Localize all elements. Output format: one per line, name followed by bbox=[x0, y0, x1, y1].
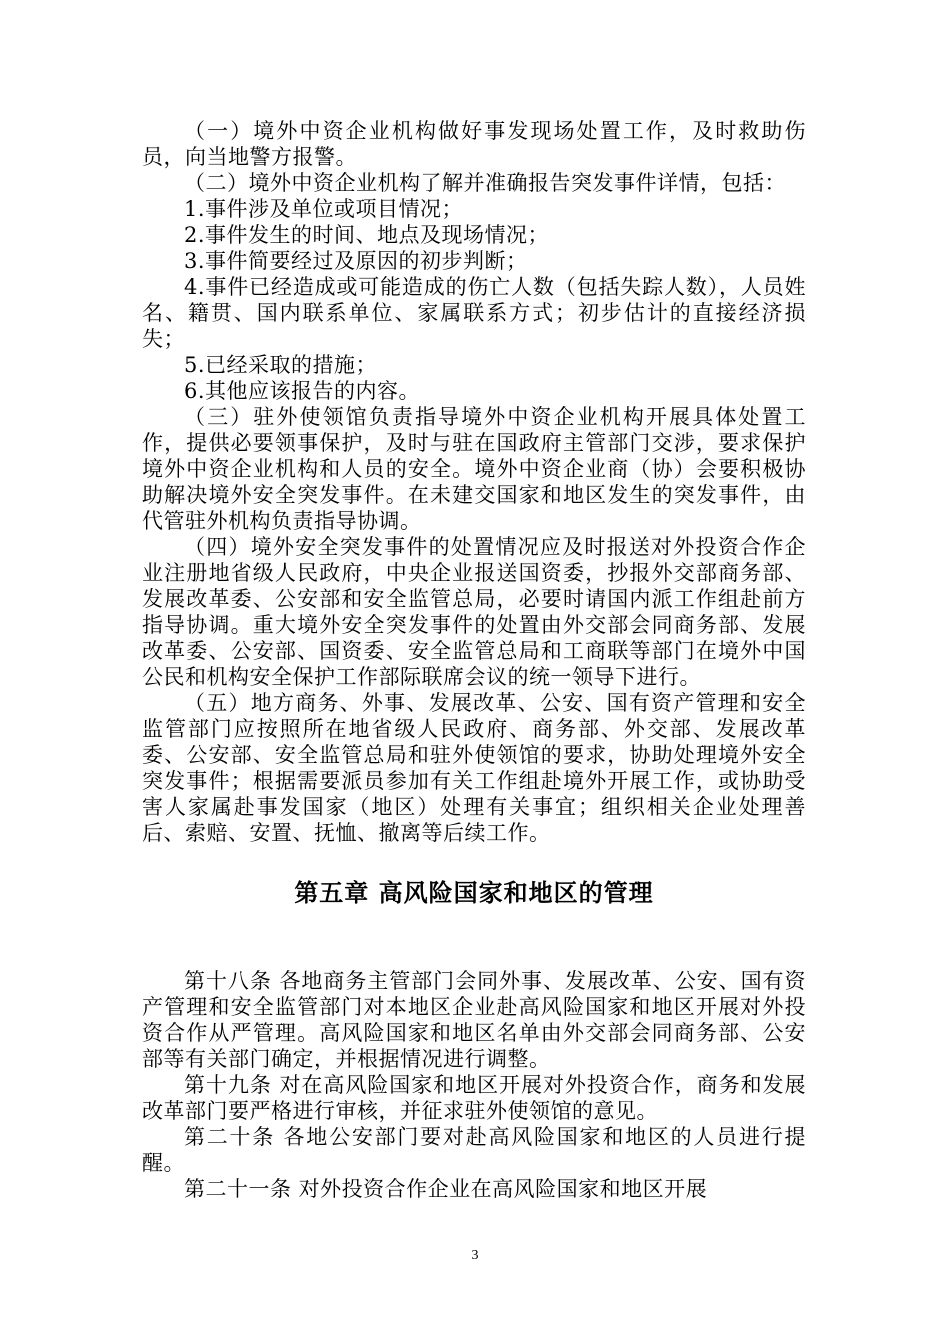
list-item-4: 4.事件已经造成或可能造成的伤亡人数（包括失踪人数），人员姓名、籍贯、国内联系单位、家属联系方式；初步估计的直接经济损失； bbox=[142, 275, 806, 351]
page-number: 3 bbox=[471, 1248, 479, 1263]
article-20: 第二十条 各地公安部门要对赴高风险国家和地区的人员进行提醒。 bbox=[142, 1125, 806, 1175]
article-21: 第二十一条 对外投资合作企业在高风险国家和地区开展 bbox=[184, 1177, 708, 1201]
article-18: 第十八条 各地商务主管部门会同外事、发展改革、公安、国有资产管理和安全监管部门对本地区企业赴高风险国家和地区开展对外投资合作从严管理。高风险国家和地区名单由外交部会同商务部、公安部等有关部门确定，并根据情况进行调整。 bbox=[142, 969, 806, 1071]
list-item-6: 6.其他应该报告的内容。 bbox=[184, 379, 421, 403]
document-page bbox=[142, 118, 806, 1202]
list-item-1: 1.事件涉及单位或项目情况； bbox=[184, 197, 464, 221]
list-item-2: 2.事件发生的时间、地点及现场情况； bbox=[184, 223, 550, 247]
list-item-3: 3.事件简要经过及原因的初步判断； bbox=[184, 249, 528, 273]
article-19: 第十九条 对在高风险国家和地区开展对外投资合作，商务和发展改革部门要严格进行审核，并征求驻外使领馆的意见。 bbox=[142, 1073, 806, 1123]
chapter-title: 第五章 高风险国家和地区的管理 bbox=[294, 879, 654, 907]
paragraph-1: （一）境外中资企业机构做好事发现场处置工作，及时救助伤员，向当地警方报警。 bbox=[142, 119, 806, 169]
paragraph-5: （五）地方商务、外事、发展改革、公安、国有资产管理和安全监管部门应按照所在地省级人民政府、商务部、外交部、发展改革委、公安部、安全监管总局和驻外使领馆的要求，协助处理境外安全突发事件；根据需要派员参加有关工作组赴境外开展工作，或协助受害人家属赴事发国家（地区）处理有关事宜；组织相关企业处理善后、索赔、安置、抚恤、撤离等后续工作。 bbox=[142, 691, 806, 845]
paragraph-4: （四）境外安全突发事件的处置情况应及时报送对外投资合作企业注册地省级人民政府，中央企业报送国资委，抄报外交部商务部、发展改革委、公安部和安全监管总局，必要时请国内派工作组赴前方指导协调。重大境外安全突发事件的处置由外交部会同商务部、发展改革委、公安部、国资委、安全监管总局和工商联等部门在境外中国公民和机构安全保护工作部际联席会议的统一领导下进行。 bbox=[142, 535, 806, 689]
list-item-5: 5.已经采取的措施； bbox=[184, 353, 378, 377]
paragraph-2: （二）境外中资企业机构了解并准确报告突发事件详情，包括： bbox=[184, 171, 786, 195]
paragraph-3: （三）驻外使领馆负责指导境外中资企业机构开展具体处置工作，提供必要领事保护，及时与驻在国政府主管部门交涉，要求保护境外中资企业机构和人员的安全。境外中资企业商（协）会要积极协助解决境外安全突发事件。在未建交国家和地区发生的突发事件，由代管驻外机构负责指导协调。 bbox=[142, 405, 806, 533]
